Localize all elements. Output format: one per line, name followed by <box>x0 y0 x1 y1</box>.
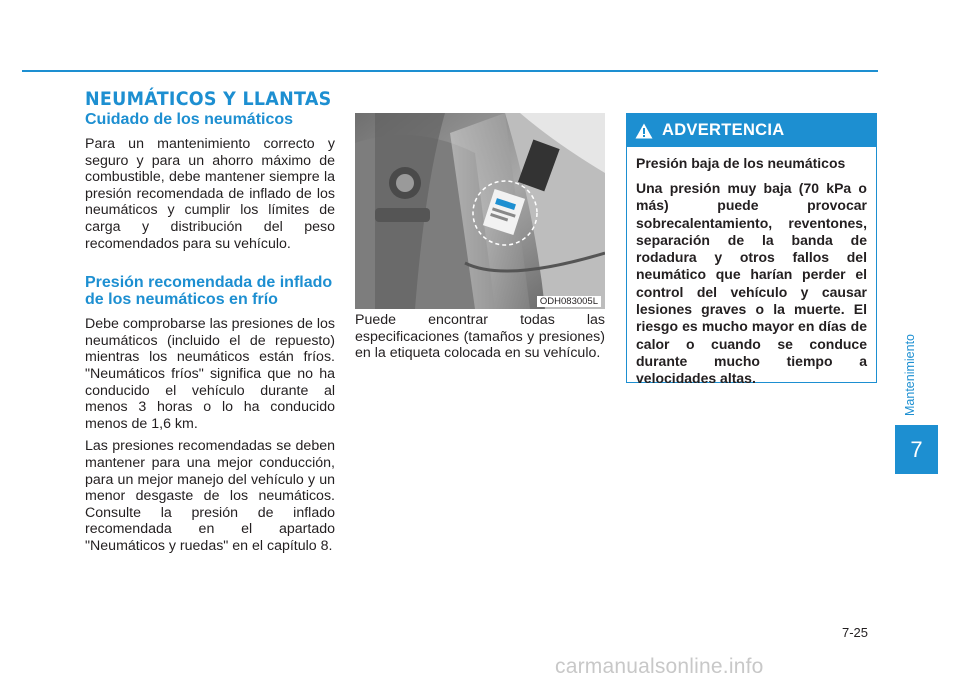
page-number: 7-25 <box>842 625 869 640</box>
door-pillar-label-figure <box>355 113 605 309</box>
chapter-side-label <box>902 330 918 420</box>
heading-tire-care: Cuidado de los neumáticos <box>85 111 294 128</box>
warning-body <box>627 147 876 388</box>
chapter-tab: 7 <box>895 425 938 474</box>
column-1 <box>85 111 335 560</box>
section-title: NEUMÁTICOS Y LLANTAS <box>85 88 332 110</box>
top-rule <box>22 70 878 72</box>
warning-triangle-icon <box>635 123 653 139</box>
chapter-label: Mantenimiento <box>903 334 917 416</box>
column-2 <box>355 312 605 368</box>
figure-code: ODH083005L <box>537 296 601 307</box>
warning-title: Presión baja de los neumáticos <box>636 155 846 171</box>
warning-header <box>627 114 876 147</box>
figure-caption: Puede encontrar todas las especificaciones (tamaños y presiones) en la etiqueta colocada en su vehículo. <box>355 312 605 362</box>
heading-cold-pressure: Presión recomendada de inflado de los neumáticos en frío <box>85 274 333 309</box>
paragraph-tire-care: Para un mantenimiento correcto y seguro y para un ahorro máximo de combustible, debe mantener siempre la presión recomendada de inflado de los neumáticos y cumplir los límites de carga y distribución del peso recomendados para su vehículo. <box>85 136 335 252</box>
paragraph-cold-pressure-2: Las presiones recomendadas se deben mantener para una mejor conducción, para un mejor manejo del vehículo y un menor desgaste de los neumáticos. Consulte la presión de inflado recomendada en el apartado "Neumáticos y ruedas" en el capítulo 8. <box>85 438 335 554</box>
paragraph-cold-pressure-1: Debe comprobarse las presiones de los neumáticos (incluido el de repuesto) mientras los neumáticos están fríos. "Neumáticos fríos" significa que no ha conducido el vehículo durante al menos 3 horas o lo ha conducido menos de 1,6 km. <box>85 316 335 432</box>
warning-text: Una presión muy baja (70 kPa o más) puede provocar sobrecalentamiento, reventones, separación de la banda de rodadura y otros fallos del neumático que harían perder el control del vehículo y causar lesiones graves o la muerte. El riesgo es mucho mayor en días de calor o cuando se conduce durante mucho tiempo a velocidades altas. <box>636 180 867 387</box>
warning-box <box>626 113 877 387</box>
watermark: carmanualsonline.info <box>555 655 764 678</box>
warning-header-label: ADVERTENCIA <box>662 121 785 139</box>
door-pillar-illustration <box>355 113 605 309</box>
